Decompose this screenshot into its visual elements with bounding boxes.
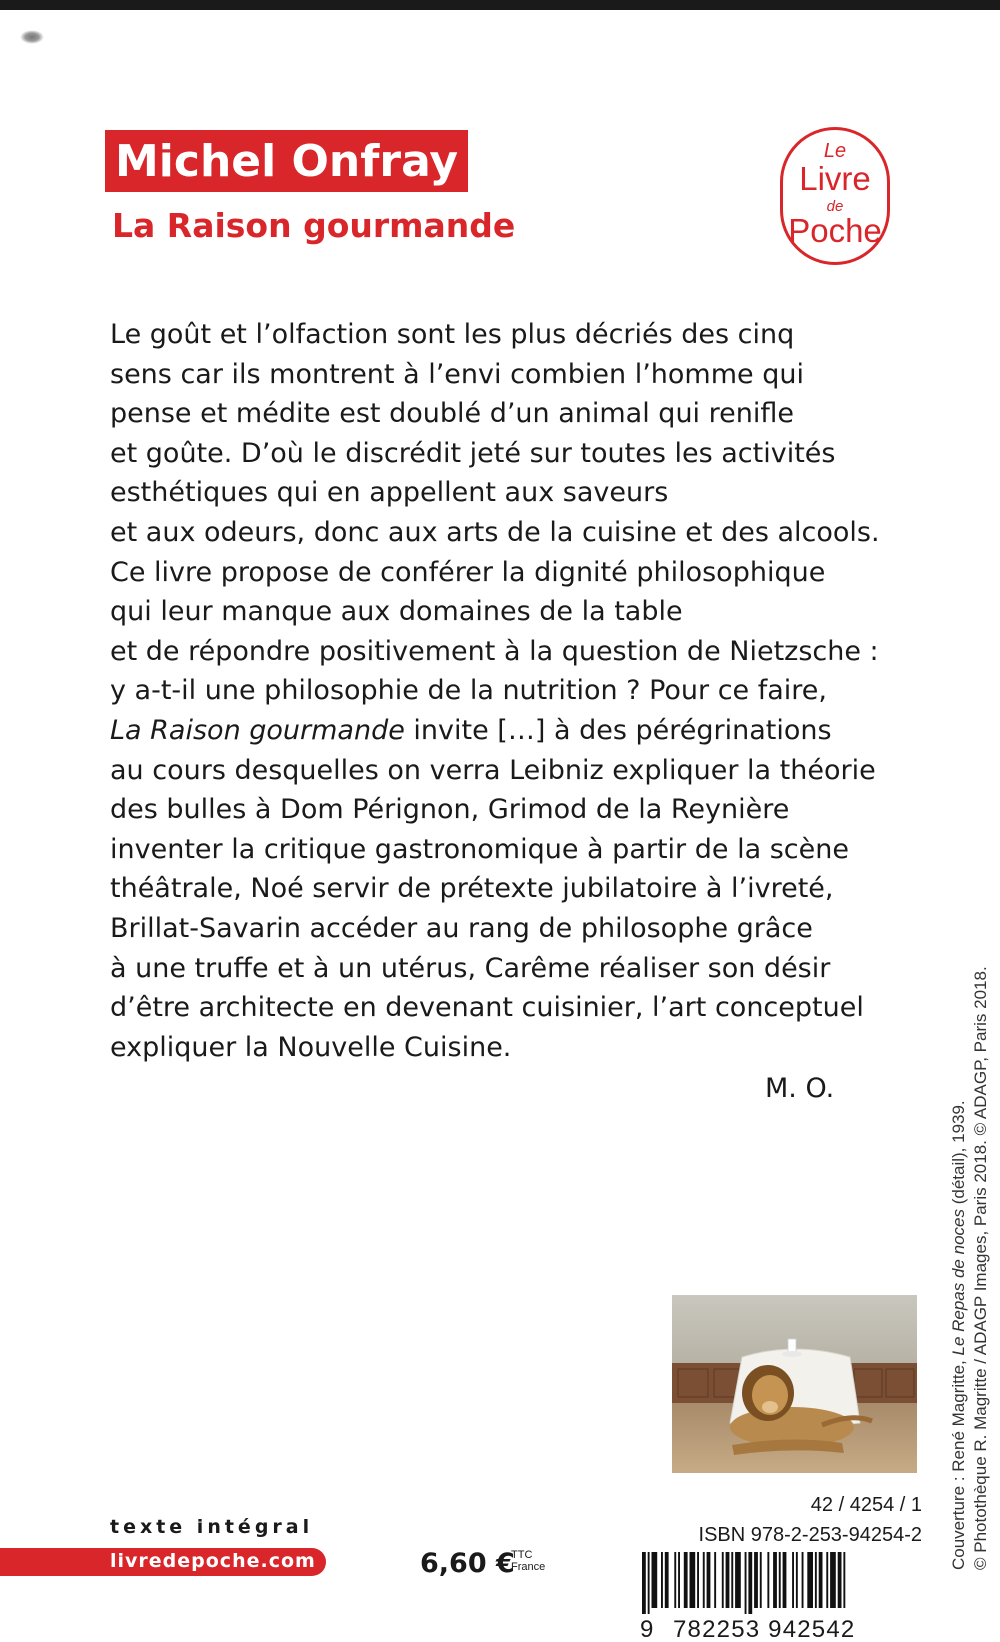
blurb-line: expliquer la Nouvelle Cuisine. [110, 1031, 512, 1063]
barcode-bar [648, 1552, 650, 1614]
logo-de: de [826, 198, 844, 215]
blurb-line: Ce livre propose de conférer la dignité philosophique [110, 556, 826, 588]
barcode-bar [830, 1552, 836, 1608]
barcode-bar [807, 1552, 813, 1608]
price-note [511, 1549, 545, 1573]
blurb-line: d’être architecte en devenant cuisinier, l’art conceptuel [110, 992, 864, 1024]
website-banner [0, 1548, 326, 1576]
price: 6,60 € [420, 1548, 515, 1579]
blurb-line: esthétiques qui en appellent aux saveurs [110, 477, 669, 509]
barcode-bar [754, 1552, 758, 1608]
barcode-bar [760, 1552, 762, 1608]
barcode-bar [802, 1552, 804, 1608]
blurb-line: Le goût et l’olfaction sont les plus décriés des cinq [110, 319, 795, 350]
cover-credit [948, 966, 992, 1570]
barcode-bar [652, 1552, 658, 1608]
price-note-france: France [511, 1561, 546, 1573]
catalog-number: 42 / 4254 / 1 [810, 1494, 922, 1516]
logo-livre: Livre [799, 160, 871, 197]
catalog-codes [630, 1490, 922, 1550]
author-name: Michel Onfray [115, 135, 459, 187]
barcode-bar [678, 1552, 680, 1608]
blurb-text [110, 315, 900, 1067]
italic-title: Le Repas de noces [949, 1209, 968, 1356]
blurb-line: pense et médite est doublé d’un animal qui renifle [110, 398, 794, 430]
price-note-ttc: TTC [511, 1549, 533, 1561]
blurb-line: à une truffe et à un utérus, Carême réaliser son désir [110, 952, 831, 984]
blurb-line: théâtrale, Noé servir de prétexte jubilatoire à l’ivreté, [110, 873, 834, 905]
blurb-line: inventer la critique gastronomique à partir de la scène [110, 833, 849, 865]
texte-integral-label: texte intégral [110, 1516, 314, 1538]
barcode-bar [826, 1552, 828, 1608]
blurb-line: La Raison gourmande invite […] à des pérégrinations [110, 714, 832, 746]
barcode-bar [792, 1552, 794, 1608]
cover-credit-line-2: © Photothèque R. Magritte / ADAGP Images, Paris 2018. © ADAGP, Paris 2018. [971, 966, 990, 1570]
logo-le: Le [823, 140, 847, 162]
barcode-bar [684, 1552, 688, 1608]
barcode-bar [642, 1552, 646, 1614]
barcode-digits: 782253 942542 [673, 1616, 856, 1642]
author-banner [105, 130, 468, 192]
barcode-first-digit: 9 [640, 1616, 654, 1642]
blurb-line: des bulles à Dom Pérignon, Grimod de la Reynière [110, 794, 790, 826]
barcode-bar [773, 1552, 777, 1608]
barcode-bar [714, 1552, 716, 1608]
book-back-cover [0, 10, 1000, 1642]
barcode-bar [796, 1552, 798, 1608]
smudge-mark [20, 30, 44, 44]
barcode-bar [665, 1552, 669, 1608]
italic-title: La Raison gourmande [110, 714, 405, 746]
barcode-bar [722, 1552, 724, 1608]
publisher-logo [780, 127, 890, 265]
barcode-bar [843, 1552, 845, 1608]
barcode-bar [703, 1552, 705, 1608]
barcode-bar [674, 1552, 676, 1608]
barcode-bar [697, 1552, 699, 1608]
isbn-text: ISBN 978-2-253-94254-2 [698, 1524, 922, 1546]
blurb-line: au cours desquelles on verra Leibniz expliquer la théorie [110, 754, 876, 786]
blurb-line: Brillat-Savarin accéder au rang de philosophe grâce [110, 912, 813, 944]
blurb-line: qui leur manque aux domaines de la table [110, 596, 683, 628]
barcode-bar [819, 1552, 823, 1608]
barcode-bar [726, 1552, 730, 1608]
website-url: livredepoche.com [110, 1550, 316, 1572]
barcode-bars [640, 1552, 922, 1614]
logo-poche: Poche [788, 212, 882, 249]
blurb-line: y a-t-il une philosophie de la nutrition ? Pour ce faire, [110, 675, 828, 707]
blurb-line: et aux odeurs, donc aux arts de la cuisine et des alcools. [110, 516, 880, 548]
barcode-bar [779, 1552, 781, 1608]
barcode-bar [731, 1552, 733, 1608]
barcode-bar [707, 1552, 711, 1608]
barcode-bar [815, 1552, 817, 1608]
barcode-bar [745, 1552, 747, 1614]
barcode-bar [748, 1552, 752, 1614]
barcode-bar [661, 1552, 663, 1608]
blurb-signature: M. O. [765, 1073, 835, 1104]
barcode-bar [767, 1552, 769, 1608]
blurb-line: sens car ils montrent à l’envi combien l’homme qui [110, 358, 804, 390]
barcode-bar [735, 1552, 741, 1608]
cover-credit-line-1: Couverture : René Magritte, Le Repas de noces (détail), 1939. [949, 1100, 968, 1570]
book-title: La Raison gourmande [112, 206, 516, 245]
cover-painting-thumbnail [672, 1295, 917, 1473]
barcode-bar [838, 1552, 842, 1608]
barcode-bar [783, 1552, 787, 1608]
blurb-line: et de répondre positivement à la question de Nietzsche : [110, 635, 879, 667]
blurb-line: et goûte. D’où le discrédit jeté sur toutes les activités [110, 437, 836, 469]
barcode-bar [690, 1552, 696, 1608]
